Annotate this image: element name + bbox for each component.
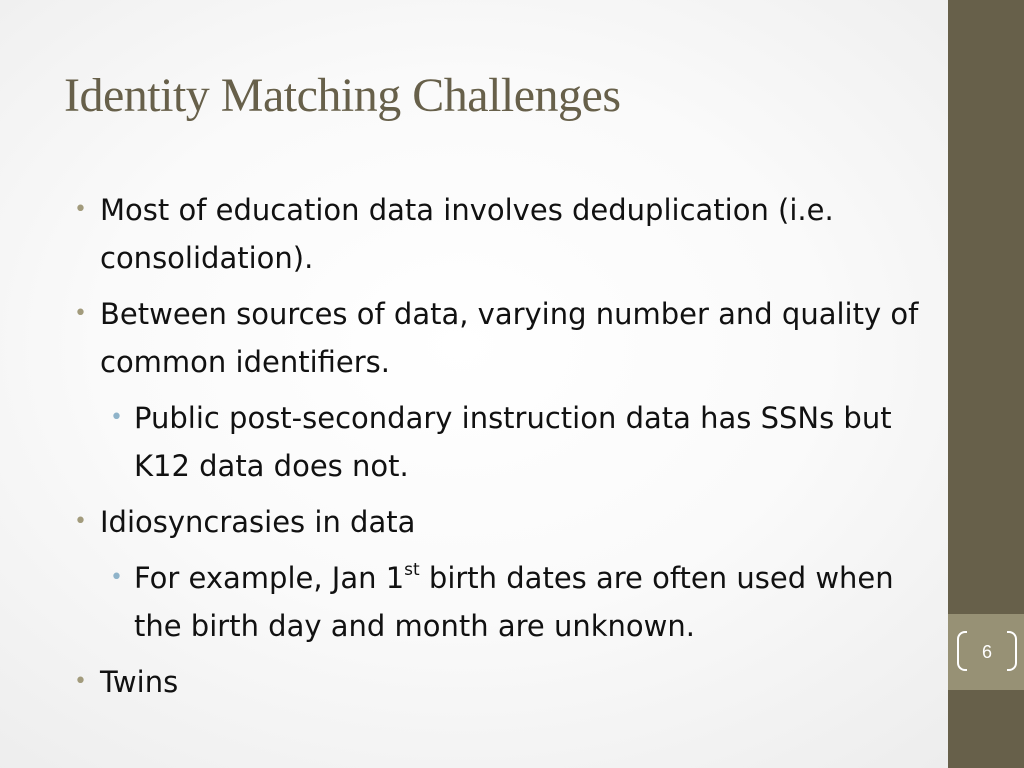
slide-title: Identity Matching Challenges <box>64 69 621 122</box>
bullet-text: Between sources of data, varying number and quality of common identifiers. <box>100 297 919 379</box>
left-bracket-icon <box>957 631 967 671</box>
bullet-icon: • <box>74 669 87 694</box>
sub-bullet-icon: • <box>110 565 123 590</box>
ordinal-superscript: st <box>404 560 420 580</box>
sub-bullet-icon: • <box>110 405 123 430</box>
bullet-item <box>72 290 932 386</box>
bullet-text: Idiosyncrasies in data <box>100 505 416 539</box>
bullet-item <box>72 658 932 706</box>
bullet-item <box>72 498 932 546</box>
bullet-list <box>72 186 932 714</box>
bullet-text: Twins <box>100 665 179 699</box>
bullet-text: Most of education data involves deduplication (i.e. consolidation). <box>100 193 834 275</box>
sub-bullet-text-end: birth dates are often used when the birth day and month are unknown. <box>134 561 894 643</box>
sub-bullet-text: Public post-secondary instruction data has SSNs but K12 data does not. <box>134 401 892 483</box>
right-bracket-icon <box>1007 631 1017 671</box>
bullet-item <box>72 186 932 282</box>
bullet-icon: • <box>74 197 87 222</box>
sub-bullet-item <box>72 394 932 490</box>
sub-bullet-text <box>134 561 894 643</box>
sub-bullet-item <box>72 554 932 650</box>
bullet-icon: • <box>74 301 87 326</box>
bullet-icon: • <box>74 509 87 534</box>
page-number: 6 <box>981 642 992 662</box>
sub-bullet-text-start: For example, Jan 1 <box>134 561 405 595</box>
